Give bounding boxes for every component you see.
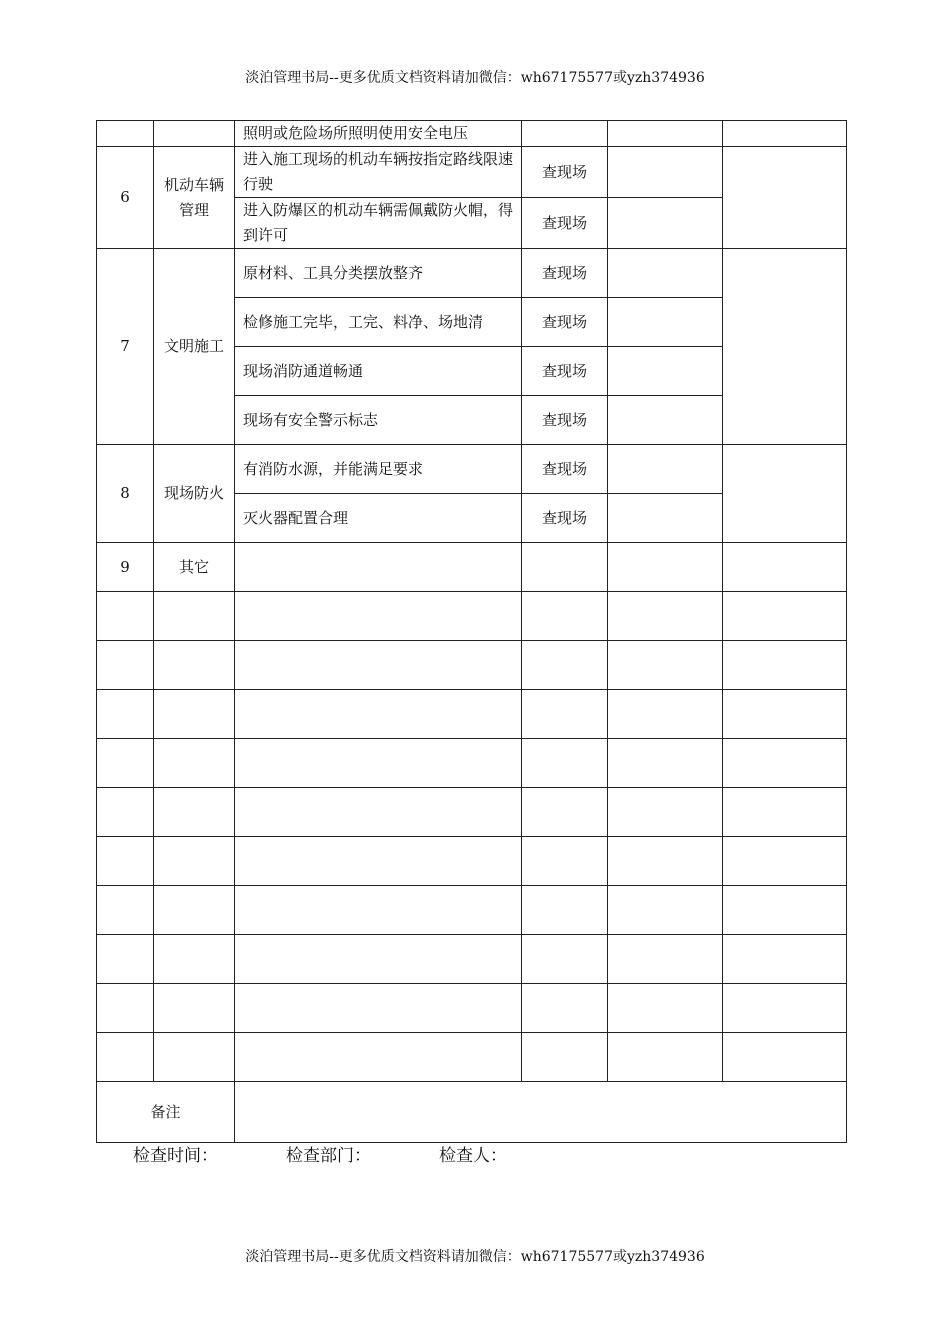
cell-method: 查现场: [522, 147, 608, 198]
cell-item: [235, 543, 522, 592]
cell-category: [154, 935, 235, 984]
cell-note: [723, 690, 847, 739]
inspector-label: 检查人：: [439, 1146, 507, 1166]
table-row: [97, 445, 847, 494]
cell-category: [154, 788, 235, 837]
cell-item: 检修施工完毕，工完、料净、场地清: [235, 298, 522, 347]
cell-no: [97, 690, 154, 739]
cell-method: 查现场: [522, 298, 608, 347]
cell-item: 照明或危险场所照明使用安全电压: [235, 121, 522, 147]
cell-method: 查现场: [522, 445, 608, 494]
cell-no: [97, 739, 154, 788]
cell-no: 6: [97, 147, 154, 249]
cell-no: [97, 641, 154, 690]
cell-method: 查现场: [522, 249, 608, 298]
cell-category: [154, 592, 235, 641]
cell-result: [608, 445, 723, 494]
cell-method: 查现场: [522, 396, 608, 445]
table-row: [97, 147, 847, 198]
cell-category: [154, 690, 235, 739]
cell-item: 有消防水源，并能满足要求: [235, 445, 522, 494]
cell-method: [522, 1033, 608, 1082]
cell-method: [522, 690, 608, 739]
table-row: [97, 249, 847, 298]
cell-result: [608, 147, 723, 198]
cell-no: [97, 935, 154, 984]
cell-result: [608, 396, 723, 445]
table-row: [97, 592, 847, 641]
cell-result: [608, 788, 723, 837]
cell-note: [723, 1033, 847, 1082]
cell-item: [235, 788, 522, 837]
cell-no: [97, 984, 154, 1033]
cell-note: [723, 935, 847, 984]
cell-no: 9: [97, 543, 154, 592]
cell-category: [154, 984, 235, 1033]
cell-note: [723, 147, 847, 249]
cell-note: [723, 592, 847, 641]
remarks-label: 备注: [97, 1082, 235, 1143]
cell-result: [608, 543, 723, 592]
page-footer: 淡泊管理书局--更多优质文档资料请加微信：wh67175577或yzh374936: [245, 1249, 705, 1265]
cell-item: 进入施工现场的机动车辆按指定路线限速行驶: [235, 147, 522, 198]
cell-item: [235, 739, 522, 788]
cell-item: [235, 984, 522, 1033]
cell-no: [97, 1033, 154, 1082]
cell-result: [608, 592, 723, 641]
cell-no: [97, 121, 154, 147]
cell-no: [97, 837, 154, 886]
cell-method: [522, 739, 608, 788]
cell-no: 8: [97, 445, 154, 543]
cell-note: [723, 788, 847, 837]
inspection-table: [96, 120, 847, 1143]
cell-result: [608, 347, 723, 396]
cell-category: [154, 739, 235, 788]
cell-method: 查现场: [522, 494, 608, 543]
cell-method: [522, 788, 608, 837]
cell-note: [723, 837, 847, 886]
cell-note: [723, 886, 847, 935]
cell-category: [154, 886, 235, 935]
cell-result: [608, 298, 723, 347]
cell-no: [97, 592, 154, 641]
cell-result: [608, 984, 723, 1033]
cell-method: 查现场: [522, 347, 608, 396]
table-row: [97, 837, 847, 886]
cell-note: [723, 445, 847, 543]
table-row: [97, 886, 847, 935]
cell-result: [608, 690, 723, 739]
cell-category: [154, 641, 235, 690]
cell-category: 机动车辆管理: [154, 147, 235, 249]
cell-category: 文明施工: [154, 249, 235, 445]
cell-result: [608, 739, 723, 788]
table-row: [97, 739, 847, 788]
table-row: [97, 121, 847, 147]
cell-item: [235, 935, 522, 984]
cell-result: [608, 249, 723, 298]
cell-note: [723, 543, 847, 592]
inspection-footer: [133, 1141, 507, 1166]
table-row: [97, 641, 847, 690]
cell-item: [235, 837, 522, 886]
inspection-dept-label: 检查部门：: [286, 1146, 371, 1166]
cell-note: [723, 641, 847, 690]
cell-item: [235, 592, 522, 641]
cell-no: [97, 788, 154, 837]
table-row: [97, 543, 847, 592]
cell-item: 进入防爆区的机动车辆需佩戴防火帽，得到许可: [235, 198, 522, 249]
table-row: [97, 788, 847, 837]
cell-no: 7: [97, 249, 154, 445]
cell-method: [522, 641, 608, 690]
table-row: [97, 690, 847, 739]
remarks-row: [97, 1082, 847, 1143]
table-row: [97, 984, 847, 1033]
cell-category: [154, 121, 235, 147]
cell-note: [723, 739, 847, 788]
inspection-time-label: 检查时间：: [133, 1146, 218, 1166]
cell-item: 灭火器配置合理: [235, 494, 522, 543]
cell-result: [608, 886, 723, 935]
cell-item: [235, 1033, 522, 1082]
page-header: 淡泊管理书局--更多优质文档资料请加微信：wh67175577或yzh374936: [245, 70, 705, 86]
cell-result: [608, 641, 723, 690]
cell-item: [235, 690, 522, 739]
cell-category: 现场防火: [154, 445, 235, 543]
cell-category: 其它: [154, 543, 235, 592]
cell-result: [608, 1033, 723, 1082]
cell-result: [608, 121, 723, 147]
cell-method: [522, 121, 608, 147]
cell-result: [608, 494, 723, 543]
table-row: [97, 1033, 847, 1082]
cell-note: [723, 121, 847, 147]
cell-item: 现场消防通道畅通: [235, 347, 522, 396]
cell-method: [522, 543, 608, 592]
remarks-value: [235, 1082, 847, 1143]
cell-item: 现场有安全警示标志: [235, 396, 522, 445]
cell-note: [723, 984, 847, 1033]
cell-item: 原材料、工具分类摆放整齐: [235, 249, 522, 298]
cell-method: [522, 984, 608, 1033]
cell-method: 查现场: [522, 198, 608, 249]
cell-method: [522, 935, 608, 984]
cell-method: [522, 592, 608, 641]
cell-item: [235, 886, 522, 935]
cell-result: [608, 198, 723, 249]
cell-category: [154, 837, 235, 886]
cell-note: [723, 249, 847, 445]
cell-result: [608, 935, 723, 984]
cell-result: [608, 837, 723, 886]
table-row: [97, 935, 847, 984]
cell-method: [522, 837, 608, 886]
cell-item: [235, 641, 522, 690]
cell-category: [154, 1033, 235, 1082]
cell-no: [97, 886, 154, 935]
cell-method: [522, 886, 608, 935]
